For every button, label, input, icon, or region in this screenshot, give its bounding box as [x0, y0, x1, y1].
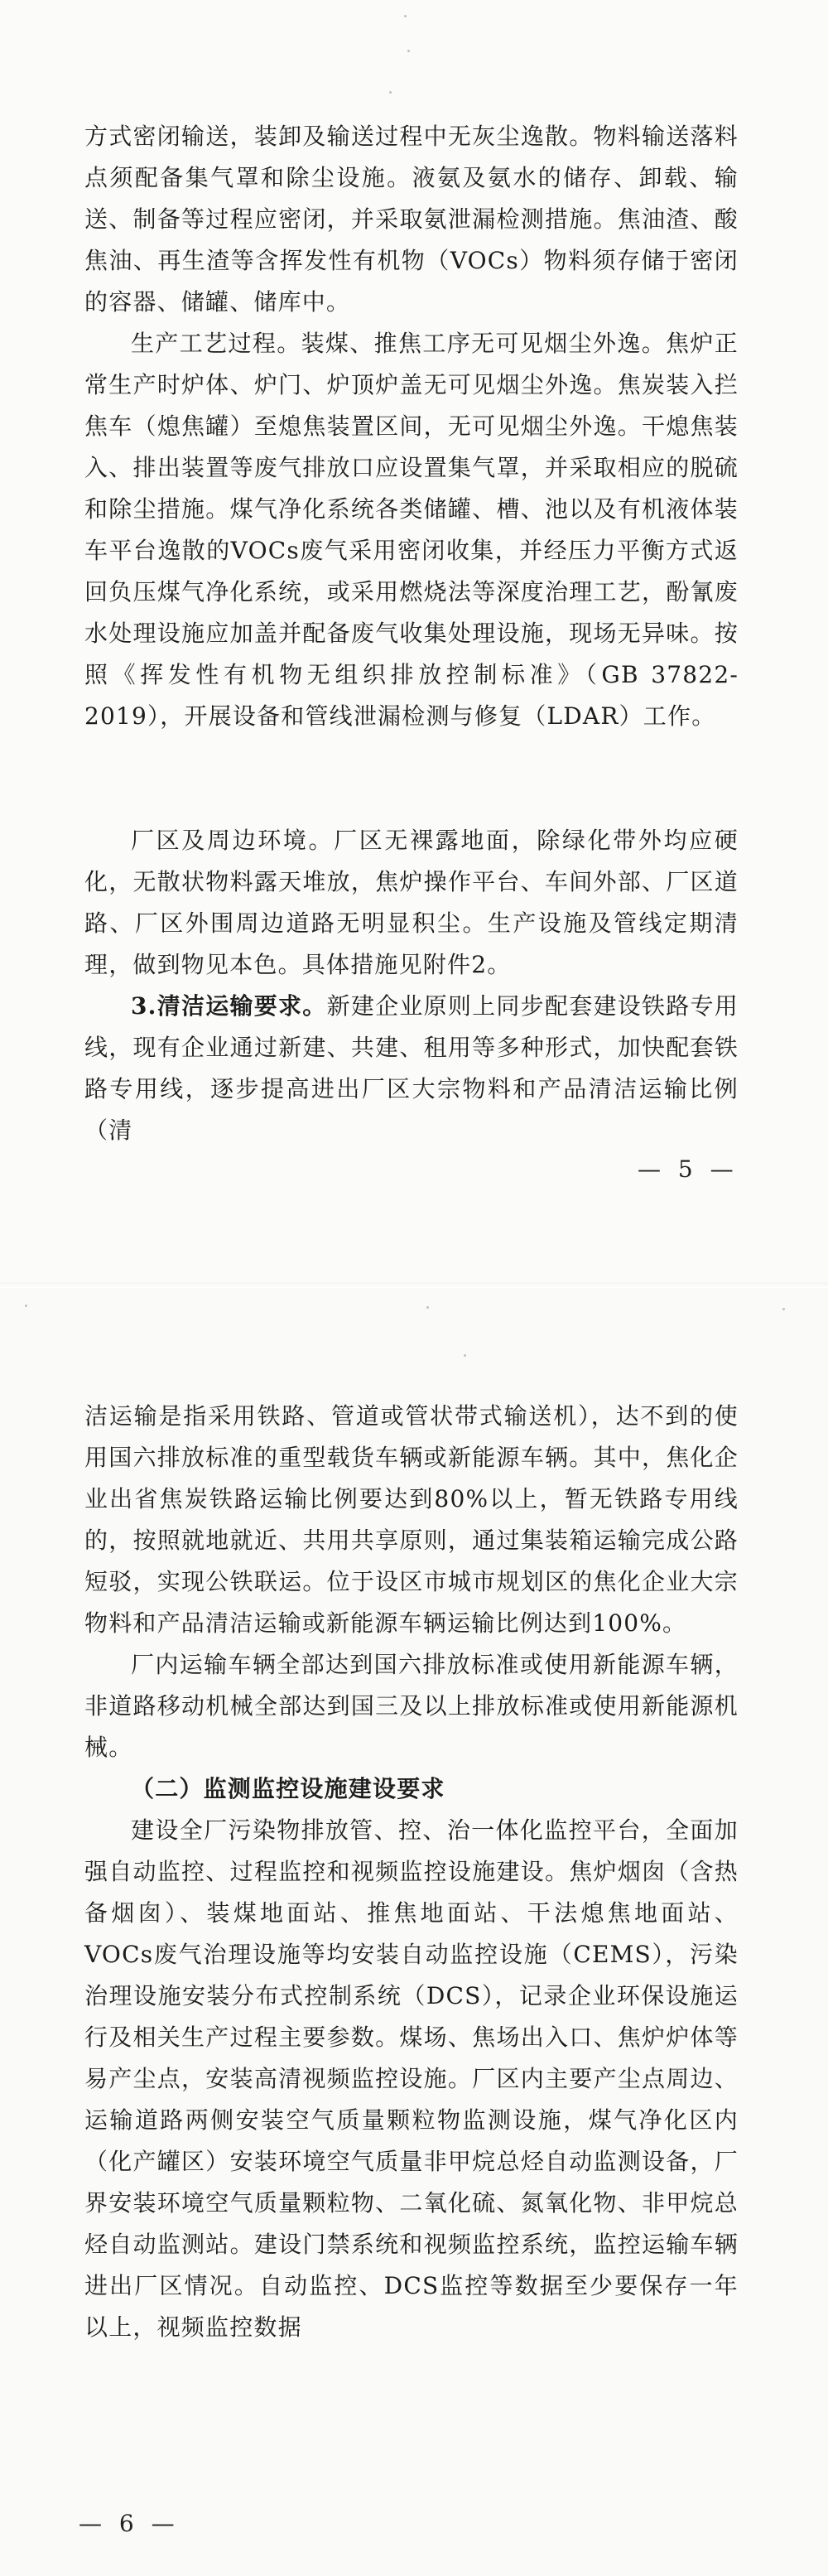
- page-number: — 6 —: [79, 2510, 180, 2537]
- scan-speck: [389, 91, 392, 94]
- scan-specks: [0, 1288, 828, 1404]
- scan-speck: [426, 1306, 429, 1309]
- scan-speck: [464, 1354, 466, 1357]
- body-paragraph: 方式密闭输送，装卸及输送过程中无灰尘逸散。物料输送落料点须配备集气罩和除尘设施。液氨及氨水的储存、卸载、输送、制备等过程应密闭，并采取氨泄漏检测措施。焦油渣、酸焦油、再生渣等含挥发性有机物（VOCs）物料须存储于密闭的容器、储罐、储库中。: [84, 123, 739, 316]
- document-page-6: [0, 1288, 828, 2576]
- section-heading: （二）监测监控设施建设要求: [131, 1775, 445, 1802]
- scan-speck: [25, 1305, 27, 1307]
- section-3-paragraph: [84, 986, 739, 1151]
- scan-specks: [0, 0, 828, 116]
- section-3-label: 3.清洁运输要求。: [131, 992, 327, 1020]
- scan-speck: [407, 50, 410, 52]
- body-paragraph: 厂内运输车辆全部达到国六排放标准或使用新能源车辆，非道路移动机械全部达到国三及以上排放标准或使用新能源机械。: [84, 1651, 739, 1761]
- page-number: — 5 —: [638, 1155, 739, 1183]
- scan-speck: [782, 1308, 785, 1310]
- body-paragraph: 生产工艺过程。装煤、推焦工序无可见烟尘外逸。焦炉正常生产时炉体、炉门、炉顶炉盖无可见烟尘外逸。焦炭装入拦焦车（熄焦罐）至熄焦装置区间，无可见烟尘外逸。干熄焦装入、排出装置等废气排放口应设置集气罩，并采取相应的脱硫和除尘措施。煤气净化系统各类储罐、槽、池以及有机液体装车平台逸散的VOCs废气采用密闭收集，并经压力平衡方式返回负压煤气净化系统，或采用燃烧法等深度治理工艺，酚氰废水处理设施应加盖并配备废气收集处理设施，现场无异味。按照《挥发性有机物无组织排放控制标准》（GB 37822-2019），开展设备和管线泄漏检测与修复（LDAR）工作。: [84, 330, 739, 730]
- body-paragraph: 洁运输是指采用铁路、管道或管状带式输送机），达不到的使用国六排放标准的重型载货车辆或新能源车辆。其中，焦化企业出省焦炭铁路运输比例要达到80%以上，暂无铁路专用线的，按照就地就近、共用共享原则，通过集装箱运输完成公路短驳，实现公铁联运。位于设区市城市规划区的焦化企业大宗物料和产品清洁运输或新能源车辆运输比例达到100%。: [84, 1402, 739, 1637]
- body-paragraph: 建设全厂污染物排放管、控、治一体化监控平台，全面加强自动监控、过程监控和视频监控设施建设。焦炉烟囱（含热备烟囱）、装煤地面站、推焦地面站、干法熄焦地面站、VOCs废气治理设施等均安装自动监控设施（CEMS），污染治理设施安装分布式控制系统（DCS），记录企业环保设施运行及相关生产过程主要参数。煤场、焦场出入口、焦炉炉体等易产尘点，安装高清视频监控设施。厂区内主要产尘点周边、运输道路两侧安装空气质量颗粒物监测设施，煤气净化区内（化产罐区）安装环境空气质量非甲烷总烃自动监测设备，厂界安装环境空气质量颗粒物、二氧化硫、氮氧化物、非甲烷总烃自动监测站。建设门禁系统和视频监控系统，监控运输车辆进出厂区情况。自动监控、DCS监控等数据至少要保存一年以上，视频监控数据: [84, 1816, 739, 2341]
- section-3-text: 新建企业原则上同步配套建设铁路专用线，现有企业通过新建、共建、租用等多种形式，加快配套铁路专用线，逐步提高进出厂区大宗物料和产品清洁运输比例（清: [84, 992, 739, 1144]
- body-paragraph: 厂区及周边环境。厂区无裸露地面，除绿化带外均应硬化，无散状物料露天堆放，焦炉操作平台、车间外部、厂区道路、厂区外围周边道路无明显积尘。生产设施及管线定期清理，做到物见本色。具体措施见附件2。: [84, 827, 739, 978]
- scan-speck: [404, 15, 407, 17]
